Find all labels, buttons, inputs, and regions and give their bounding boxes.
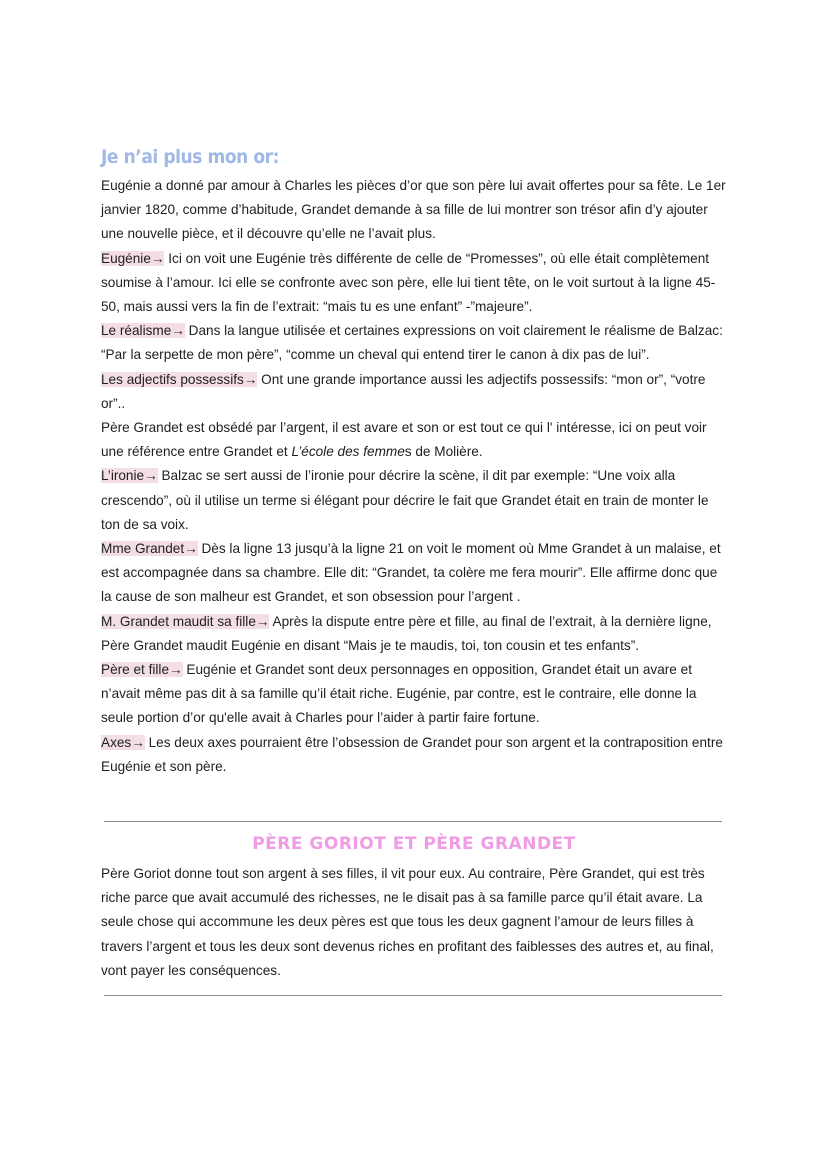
grandet-text-after: s de Molière. bbox=[404, 444, 483, 460]
point-realisme bbox=[101, 319, 731, 367]
section2-body bbox=[101, 862, 731, 983]
highlight-label: Le réalisme→ bbox=[101, 323, 185, 339]
section2-heading: PÈRE GORIOT ET PÈRE GRANDET bbox=[252, 834, 576, 854]
highlight-label: M. Grandet maudit sa fille→ bbox=[101, 613, 270, 629]
point-mme-grandet bbox=[101, 537, 731, 610]
comparison-paragraph: Père Goriot donne tout son argent à ses filles, il vit pour eux. Au contraire, Père Grandet, qui est très riche parce que avait accumulé des richesses, ne le disait pas à sa famille parce qu’il était avare. La seule chose qui accommune les deux pères est que tous les deux gagnent l’amour de leurs filles à travers l’argent et tous les deux sont devenus riches en profitant des faiblesses des autres et, au final, vont payer les conséquences. bbox=[101, 866, 714, 978]
point-ironie bbox=[101, 464, 731, 537]
point-adjectifs bbox=[101, 368, 731, 416]
point-text: Dans la langue utilisée et certaines expressions on voit clairement le réalisme de Balzac: “Par la serpette de mon père”, “comme un cheval qui entend tirer le canon à dix pas de lui”. bbox=[101, 323, 723, 363]
highlight-label: Père et fille→ bbox=[101, 662, 183, 678]
highlight-label: Axes→ bbox=[101, 734, 145, 750]
highlight-label: Mme Grandet→ bbox=[101, 541, 198, 557]
point-text: Dès la ligne 13 jusqu’à la ligne 21 on voit le moment où Mme Grandet à un malaise, et est accompagnée dans sa chambre. Elle dit: “Grandet, ta colère me fera mourir”. Elle affirme donc que la cause de son malheur est Grandet, et son obsession pour l’argent . bbox=[101, 541, 721, 605]
book-title: L’école des femme bbox=[291, 444, 405, 460]
point-text: Ont une grande importance aussi les adjectifs possessifs: “mon or”, “votre or”.. bbox=[101, 371, 706, 411]
section1-body bbox=[101, 174, 731, 779]
point-text: Les deux axes pourraient être l’obsession de Grandet pour son argent et la contraposition entre Eugénie et son père. bbox=[101, 734, 723, 774]
point-text: Balzac se sert aussi de l’ironie pour décrire la scène, il dit par exemple: “Une voix alla crescendo”, où il utilise un terme si élégant pour décrire le fait que Grandet était en train de monter le ton de sa voix. bbox=[101, 468, 709, 532]
grandet-paragraph bbox=[101, 416, 731, 464]
grandet-text-before: Père Grandet est obsédé par l’argent, il est avare et son or est tout ce qui l' intéresse, ici on peut voir une référence entre Grandet et bbox=[101, 420, 707, 460]
section-title: Je n’ai plus mon or: bbox=[101, 146, 280, 168]
intro-paragraph: Eugénie a donné par amour à Charles les pièces d’or que son père lui avait offertes pour sa fête. Le 1er janvier 1820, comme d’habitude, Grandet demande à sa fille de lui montrer son trésor afin d’y ajouter une nouvelle pièce, et il découvre qu’elle ne l’avait plus. bbox=[101, 178, 726, 242]
point-text: Ici on voit une Eugénie très différente de celle de “Promesses”, où elle était complètement soumise à l’amour. Ici elle se confronte avec son père, elle lui tient tête, on le voit surtout à la ligne 45-50, mais aussi vers la fin de l’extrait: “mais tu es une enfant” -”majeure”. bbox=[101, 250, 716, 315]
point-axes bbox=[101, 731, 731, 779]
highlight-label: Les adjectifs possessifs→ bbox=[101, 371, 258, 387]
point-pere-fille bbox=[101, 658, 731, 731]
point-text: Eugénie et Grandet sont deux personnages en opposition, Grandet était un avare et n’avait même pas dit à sa famille qu’il était riche. Eugénie, par contre, est le contraire, elle donne la seule portion d’or qu'elle avait à Charles pour l’aider à partir faire fortune. bbox=[101, 662, 697, 726]
highlight-label: Eugénie→ bbox=[101, 250, 165, 266]
point-maudit bbox=[101, 610, 731, 658]
divider bbox=[104, 821, 722, 822]
highlight-label: L’ironie→ bbox=[101, 468, 158, 484]
point-eugenie bbox=[101, 247, 731, 320]
point-text: Après la dispute entre père et fille, au final de l’extrait, à la dernière ligne, Père Grandet maudit Eugénie en disant “Mais je te maudis, toi, ton cousin et tes enfants”. bbox=[101, 613, 712, 653]
divider bbox=[104, 995, 722, 996]
